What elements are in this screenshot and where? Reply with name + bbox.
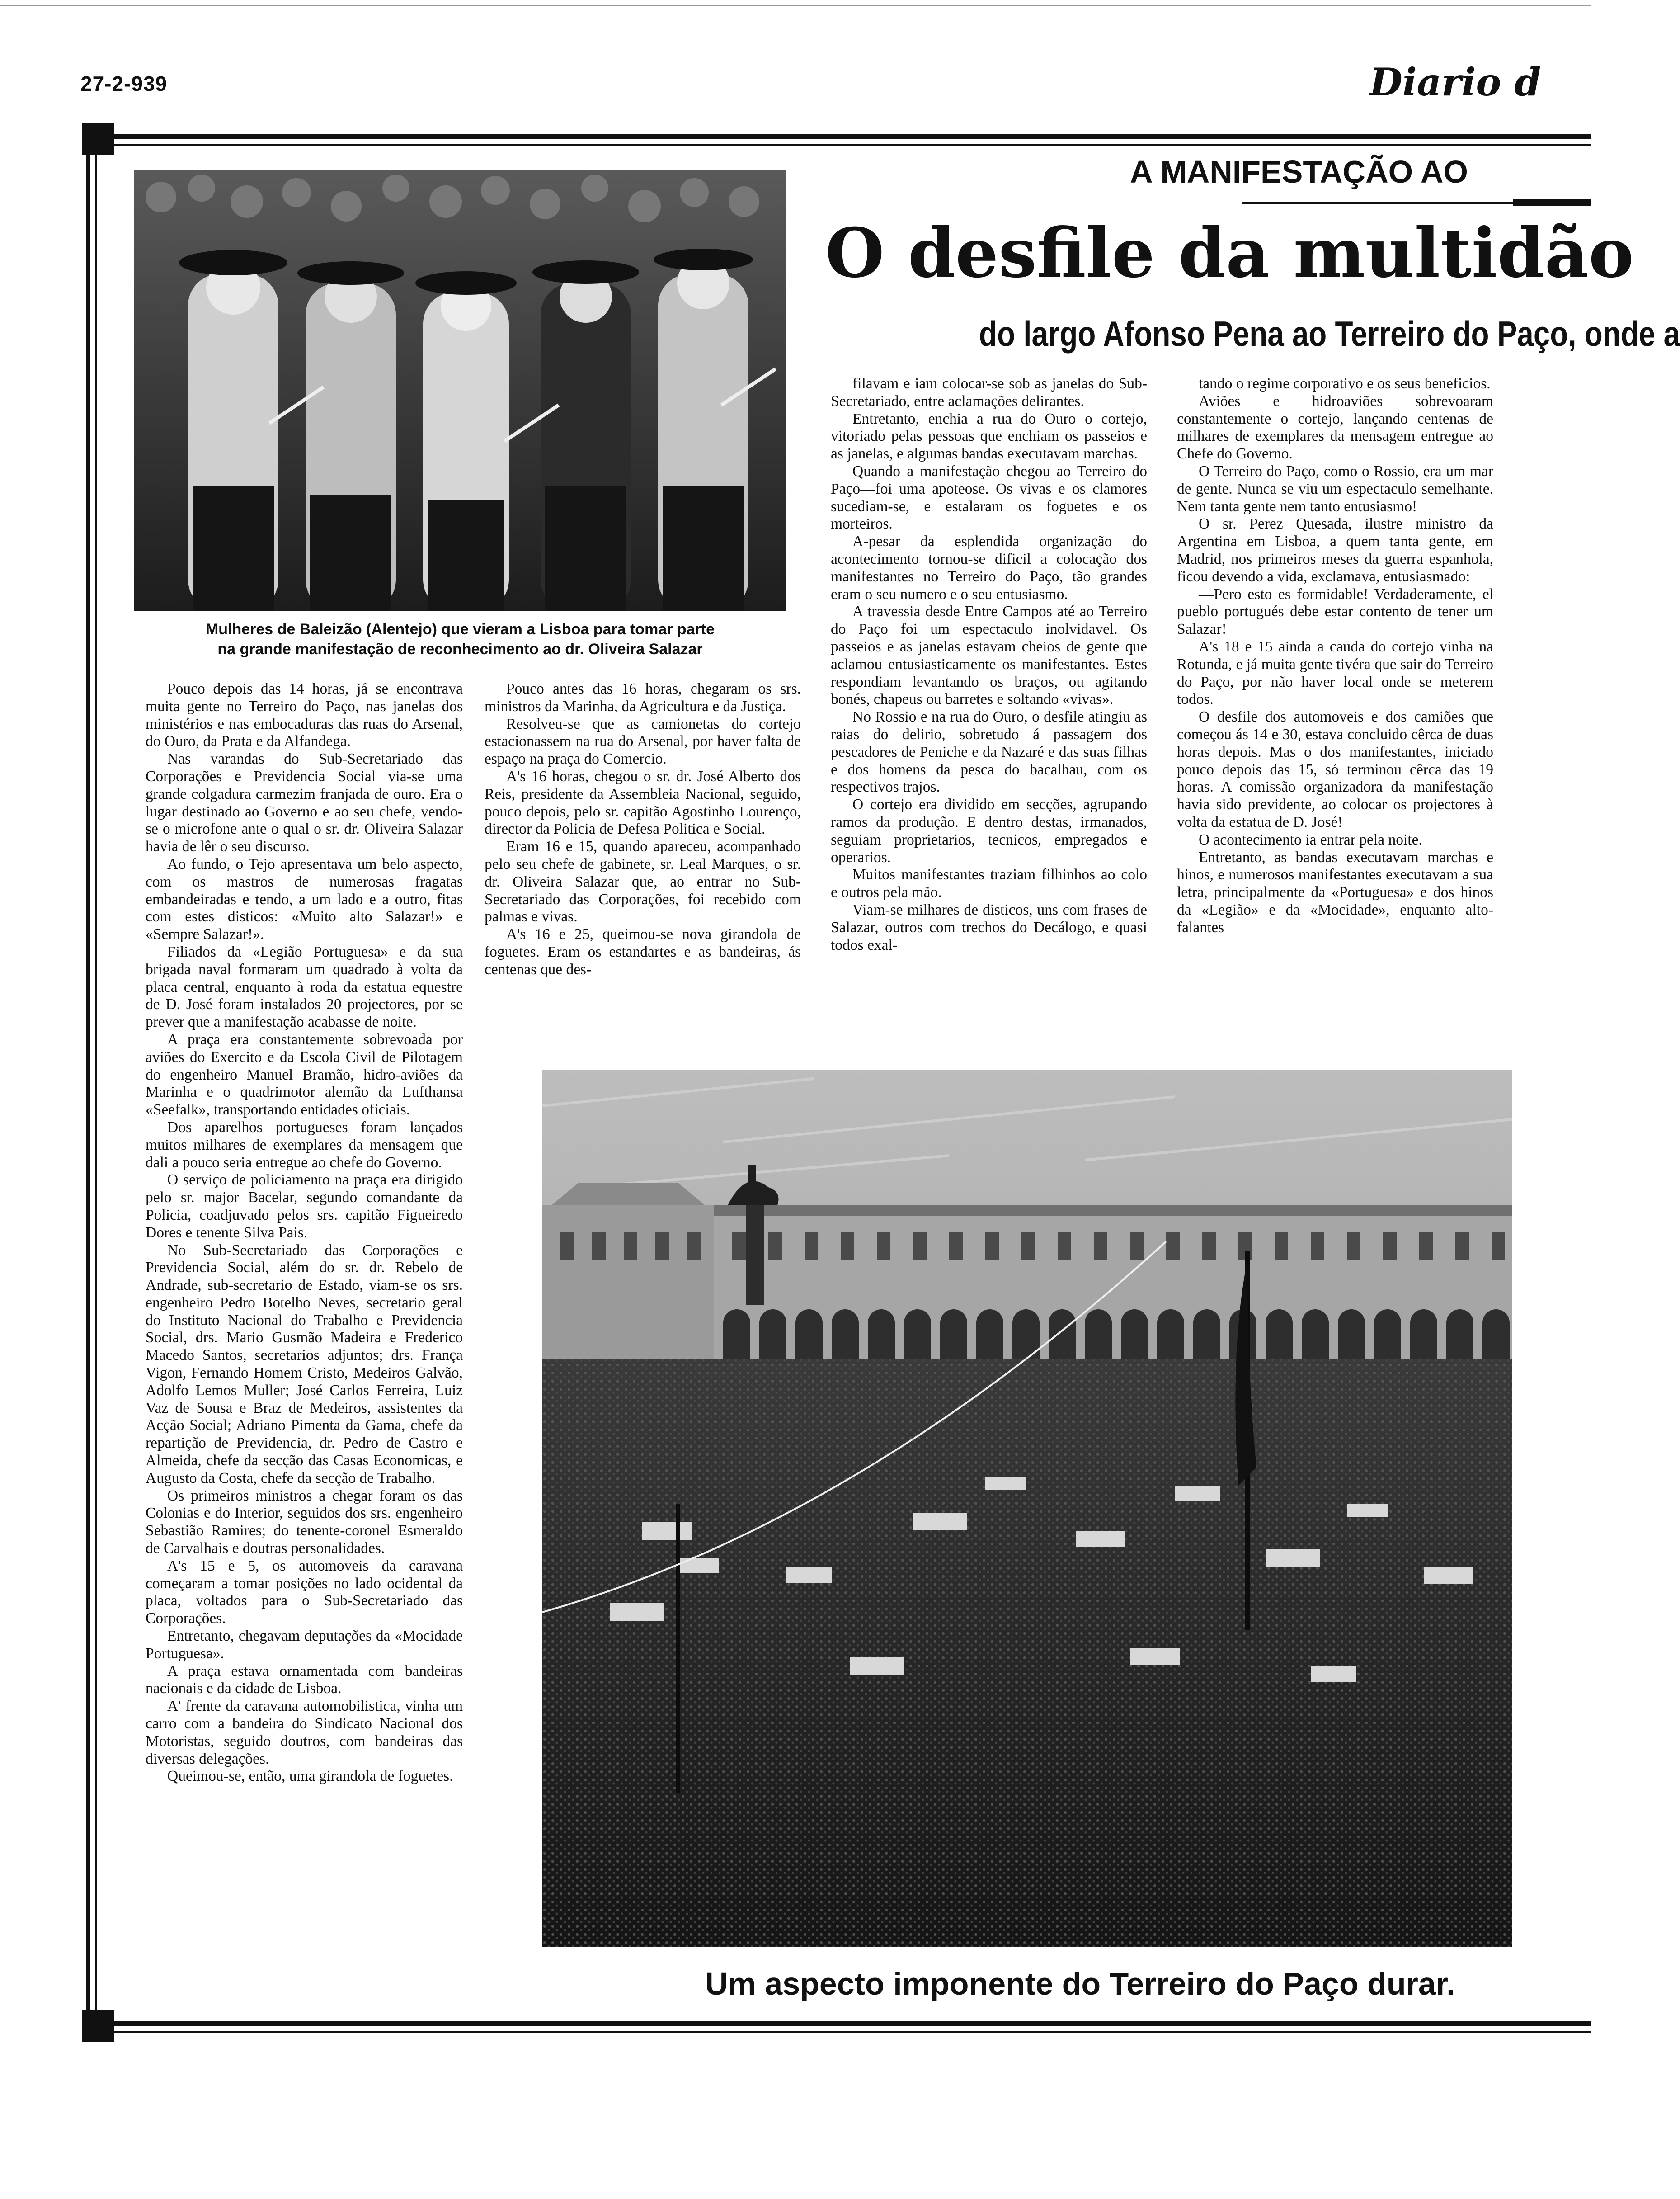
photo-top-caption-line1: Mulheres de Baleizão (Alentejo) que vieram a Lisboa para tomar parte: [205, 621, 715, 638]
top-rule-thin: [114, 144, 1591, 146]
col1-paragraph: Ao fundo, o Tejo apresentava um belo aspecto, com os mastros de numerosas fragatas embandeiradas e tendo, a um lado e a outro, fitas com estes disticos: «Muito alto Salazar!» e «Sempre Salazar!».: [146, 855, 463, 943]
left-rule-thin: [95, 155, 97, 2017]
article-column-3: [831, 375, 1147, 1035]
col4-paragraph: O desfile dos automoveis e dos camiões que começou ás 14 e 30, estava concluido cêrca de duas horas depois. Mas o dos manifestantes, iniciado pouco depois das 15, só terminou cêrca das 19 horas. A comissão organizadora da manifestação havia sido previdente, ao colocar os projectores à volta da estatua de D. José!: [1177, 708, 1493, 831]
photo-square-illustration: [542, 1070, 1512, 1947]
subheadline: do largo Afonso Pena ao Terreiro do Paço, onde a: [979, 314, 1680, 354]
bottom-rule-thick: [114, 2021, 1591, 2026]
kicker-rule-left: [1242, 202, 1513, 204]
col4-paragraph: O Terreiro do Paço, como o Rossio, era um mar de gente. Nunca se viu um espectaculo semelhante. Nem tanta gente nem tanto entusiasmo!: [1177, 462, 1493, 515]
col1-paragraph: A' frente da caravana automobilistica, vinha um carro com a bandeira do Sindicato Nacional dos Motoristas, seguido doutros, com bandeiras das diversas delegações.: [146, 1698, 463, 1767]
photo-top-caption-line2: na grande manifestação de reconhecimento ao dr. Oliveira Salazar: [217, 641, 703, 658]
col1-paragraph: A's 15 e 5, os automoveis da caravana começaram a tomar posições no lado ocidental da placa, voltados para o Sub-Secretariado das Corporações.: [146, 1557, 463, 1627]
col3-paragraph: A-pesar da esplendida organização do acontecimento tornou-se dificil a colocação dos manifestantes no Terreiro do Paço, tão grandes eram o seu numero e o seu entusiasmo.: [831, 533, 1147, 603]
col3-paragraph: No Rossio e na rua do Ouro, o desfile atingiu as raias do delirio, sobretudo á passagem dos pescadores de Peniche e da Nazaré e das suas filhas e dos homens da pesca do bacalhau, com os respectivos trajos.: [831, 708, 1147, 796]
bottom-rule-thin: [114, 2031, 1591, 2033]
col1-paragraph: Queimou-se, então, uma girandola de foguetes.: [167, 1768, 453, 1785]
article-column-1: [146, 680, 463, 2014]
col2-paragraph: A's 16 e 25, queimou-se nova girandola de foguetes. Eram os estandartes e as bandeiras, ás centenas que des-: [485, 926, 801, 978]
kicker: A MANIFESTAÇÃO AO: [1130, 154, 1468, 189]
col3-paragraph: O cortejo era dividido em secções, agrupando ramos da produção. E dentro destas, irmanados, seguiam proprietarios, tecnicos, empregados e operarios.: [831, 796, 1147, 866]
article-column-2: [485, 680, 801, 1047]
col1-paragraph: Dos aparelhos portugueses foram lançados muitos milhares de exemplares da mensagem que dali a pouco seria entregue ao chefe do Governo.: [146, 1118, 463, 1171]
kicker-rule-right: [1513, 199, 1591, 206]
col4-paragraph: O acontecimento ia entrar pela noite.: [1199, 831, 1422, 848]
col4-paragraph: Aviões e hidroaviões sobrevoaram constantemente o cortejo, lançando centenas de milhares de exemplares da mensagem entregue ao Chefe do Governo.: [1177, 392, 1493, 462]
corner-block-bottom: [82, 2010, 114, 2042]
col1-paragraph: Nas varandas do Sub-Secretariado das Corporações e Previdencia Social via-se uma grande colgadura carmezim franjada de ouro. Era o lugar destinado ao Governo e ao seu chefe, vendo-se o microfone ante o qual o sr. dr. Oliveira Salazar havia de lêr o seu discurso.: [146, 750, 463, 855]
photo-baleizao-women: [134, 170, 786, 611]
col1-paragraph: No Sub-Secretariado das Corporações e Previdencia Social, além do sr. dr. Rebelo de Andrade, sub-secretario de Estado, viam-se os srs. engenheiro Pedro Botelho Neves, secretario geral do Instituto Nacional do Trabalho e Previdencia Social, drs. Mario Gusmão Madeira e Frederico Macedo Santos, secretarios adjuntos; drs. França Vigon, Fernando Homem Cristo, Medeiros Galvão, Adolfo Lemos Muller; José Carlos Ferreira, Luiz Vaz de Sousa e Braz de Medeiros, assistentes da Acção Social; Adriano Pimenta da Gama, chefe da repartição de Previdencia, dr. Pedro de Castro e Almeida, chefe da secção das Casas Economicas, e Augusto da Costa, chefe da secção de Trabalho.: [146, 1241, 463, 1486]
col2-paragraph: Resolveu-se que as camionetas do cortejo estacionassem na rua do Arsenal, por haver falta de espaço na praça do Comercio.: [485, 715, 801, 768]
page-top-edge: [0, 5, 1591, 6]
left-rule-thick: [86, 155, 90, 2017]
col4-paragraph: tando o regime corporativo e os seus beneficios.: [1199, 375, 1491, 392]
col4-paragraph: Entretanto, as bandas executavam marchas e hinos, e numerosos manifestantes executavam a sua letra, principalmente da «Portuguesa» e dos hinos da «Legião» e da «Mocidade», enquanto alto-falantes: [1177, 849, 1493, 936]
col1-paragraph: A praça era constantemente sobrevoada por aviões do Exercito e da Escola Civil de Pilotagem do engenheiro Manuel Bramão, hidro-aviões da Marinha e o quadrimotor alemão da Lufthansa «Seefalk», transportando entidades oficiais.: [146, 1031, 463, 1118]
article-column-4: [1177, 375, 1493, 1035]
photo-terreiro-do-paco: [542, 1070, 1512, 1947]
col3-paragraph: Entretanto, enchia a rua do Ouro o cortejo, vitoriado pelas pessoas que enchiam os passeios e as janelas, e algumas bandas executavam marchas.: [831, 410, 1147, 462]
col3-paragraph: Quando a manifestação chegou ao Terreiro do Paço—foi uma apoteose. Os vivas e os clamores sucediam-se, e estalaram os foguetes e os morteiros.: [831, 462, 1147, 533]
col1-paragraph: A praça estava ornamentada com bandeiras nacionais e da cidade de Lisboa.: [146, 1662, 463, 1697]
col2-paragraph: Eram 16 e 15, quando apareceu, acompanhado pelo seu chefe de gabinete, sr. Leal Marques, o sr. dr. Oliveira Salazar que, ao entrar no Sub-Secretariado das Corporações, foi recebido com palmas e vivas.: [485, 838, 801, 925]
issue-date: 27-2-939: [80, 72, 168, 95]
col4-paragraph: A's 18 e 15 ainda a cauda do cortejo vinha na Rotunda, e já muita gente tivéra que sair do Terreiro do Paço, por não haver local onde se meterem todos.: [1177, 638, 1493, 708]
col4-paragraph: —Pero esto es formidable! Verdaderamente, el pueblo portugués debe estar contento de tener um Salazar!: [1177, 585, 1493, 638]
col3-paragraph: Viam-se milhares de disticos, uns com frases de Salazar, outros com trechos do Decálogo, e quasi todos exal-: [831, 901, 1147, 953]
photo-bottom-caption: Um aspecto imponente do Terreiro do Paço durar.: [705, 1966, 1455, 2001]
photo-top-caption: [134, 619, 786, 659]
col2-paragraph: Pouco antes das 16 horas, chegaram os srs. ministros da Marinha, da Agricultura e da Justiça.: [485, 680, 801, 715]
col3-paragraph: Muitos manifestantes traziam filhinhos ao colo e outros pela mão.: [831, 866, 1147, 901]
headline: O desfile da multidão: [825, 213, 1634, 293]
col3-paragraph: A travessia desde Entre Campos até ao Terreiro do Paço foi um espectaculo inolvidavel. Os passeios e as janelas estavam cheios de gente que aclamou entusiasticamente os manifestantes. Estes respondiam levantando os braços, ou agitando bonés, chapeus ou barretes e soltando «vivas».: [831, 603, 1147, 708]
masthead: Diario d: [1369, 60, 1541, 104]
top-rule-thick: [114, 134, 1591, 139]
col1-paragraph: Entretanto, chegavam deputações da «Mocidade Portuguesa».: [146, 1628, 463, 1662]
col4-paragraph: O sr. Perez Quesada, ilustre ministro da Argentina em Lisboa, a quem tanta gente, em Madrid, nos primeiros meses da guerra espanhola, ficou devendo a vida, exclamava, entusiasmado:: [1177, 515, 1493, 585]
col1-paragraph: Os primeiros ministros a chegar foram os das Colonias e do Interior, seguidos dos srs. engenheiro Sebastião Ramires; do tenente-coronel Esmeraldo de Carvalhais e doutras personalidades.: [146, 1487, 463, 1557]
col1-paragraph: Filiados da «Legião Portuguesa» e da sua brigada naval formaram um quadrado à volta da placa central, enquanto à roda da estatua equestre de D. José foram instalados 20 projectores, por se prever que a manifestação acabasse de noite.: [146, 943, 463, 1031]
col1-paragraph: O serviço de policiamento na praça era dirigido pelo sr. major Bacelar, segundo comandante da Policia, coadjuvado pelos srs. capitão Figueiredo Dores e tenente Silva Pais.: [146, 1171, 463, 1241]
col3-paragraph: filavam e iam colocar-se sob as janelas do Sub-Secretariado, entre aclamações delirantes.: [831, 375, 1147, 410]
col1-paragraph: Pouco depois das 14 horas, já se encontrava muita gente no Terreiro do Paço, nas janelas dos ministérios e nas embocaduras das ruas do Arsenal, do Ouro, da Prata e da Alfandega.: [146, 680, 463, 750]
photo-women-illustration: [134, 170, 786, 611]
corner-block-top: [82, 123, 114, 155]
col2-paragraph: A's 16 horas, chegou o sr. dr. José Alberto dos Reis, presidente da Assembleia Nacional, seguido, pouco depois, pelo sr. capitão Agostinho Lourenço, director da Policia de Defesa Politica e Social.: [485, 768, 801, 838]
